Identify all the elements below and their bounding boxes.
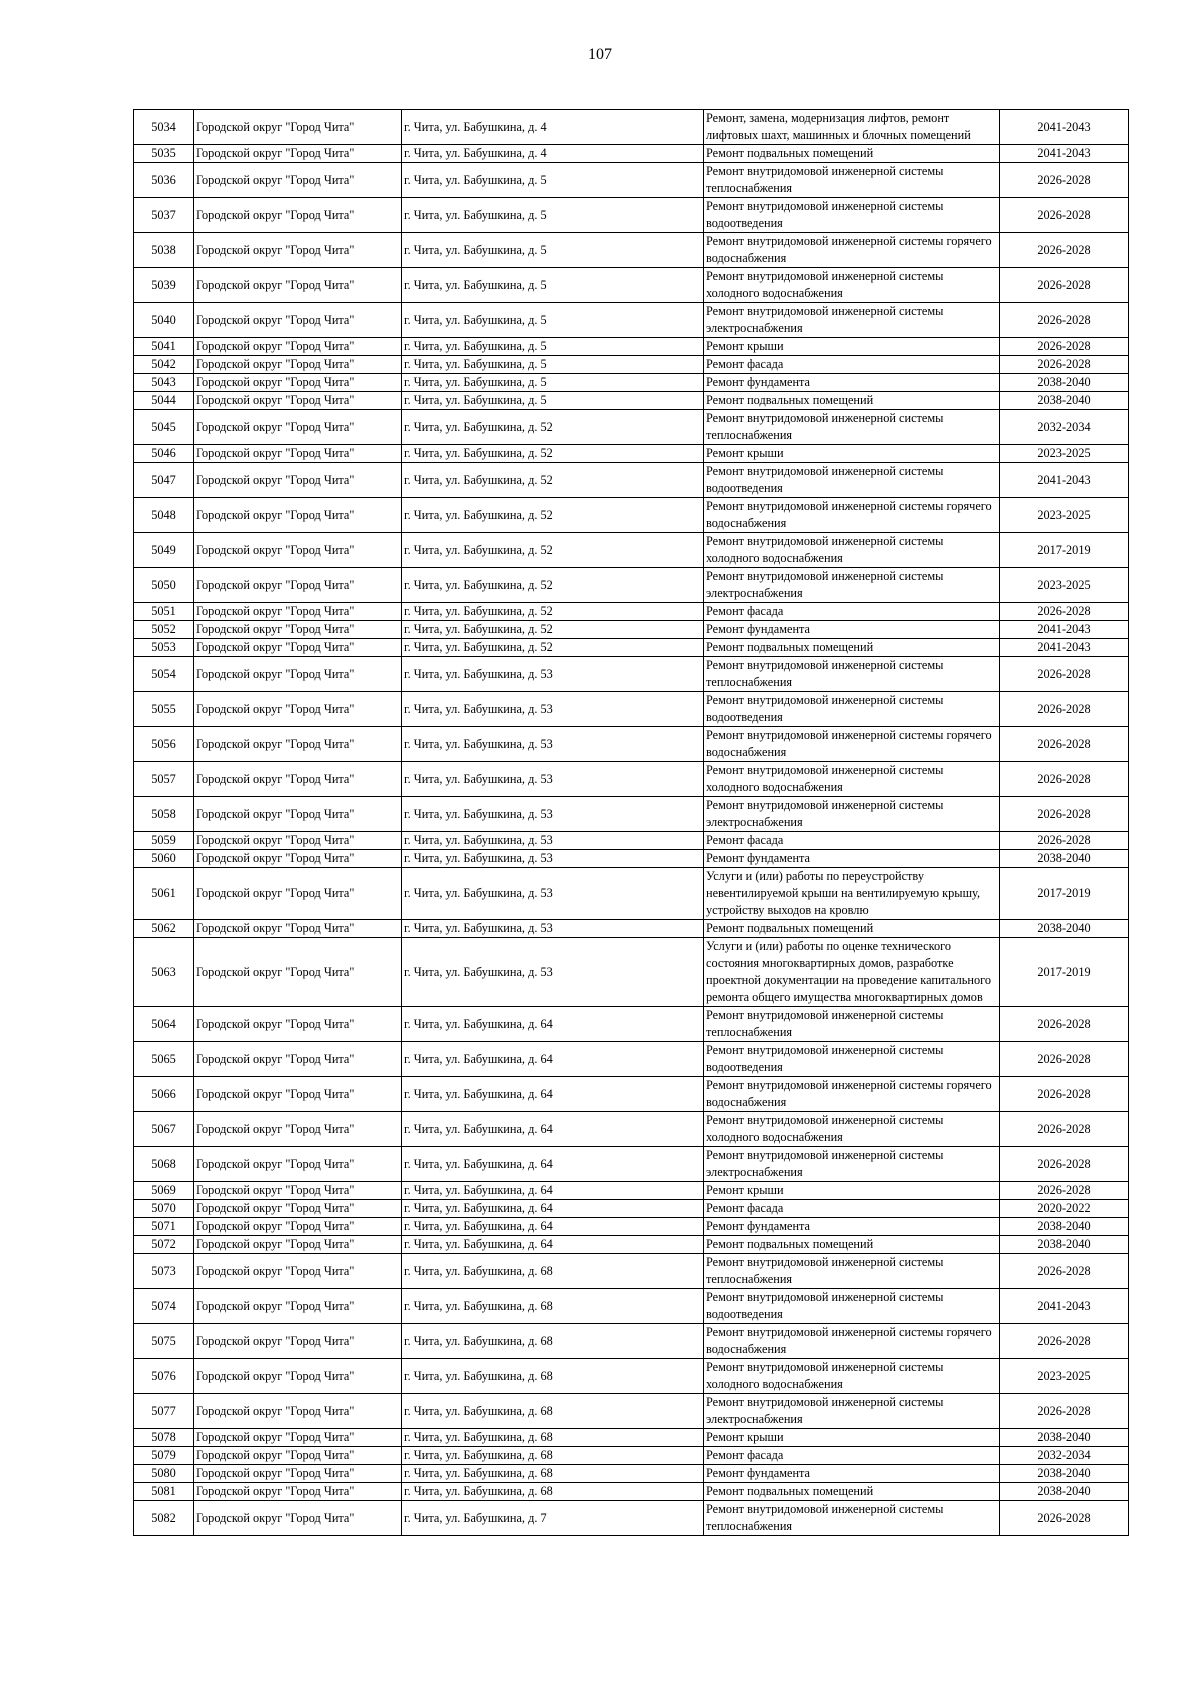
municipality-cell: Городской округ "Город Чита": [194, 1394, 402, 1429]
period-cell: 2038-2040: [1000, 850, 1129, 868]
row-number-cell: 5040: [134, 303, 194, 338]
row-number-cell: 5069: [134, 1182, 194, 1200]
municipality-cell: Городской округ "Город Чита": [194, 639, 402, 657]
period-cell: 2026-2028: [1000, 1324, 1129, 1359]
period-cell: 2026-2028: [1000, 692, 1129, 727]
address-cell: г. Чита, ул. Бабушкина, д. 68: [402, 1359, 704, 1394]
municipality-cell: Городской округ "Город Чита": [194, 498, 402, 533]
work-type-cell: Ремонт подвальных помещений: [704, 920, 1000, 938]
period-cell: 2038-2040: [1000, 392, 1129, 410]
address-cell: г. Чита, ул. Бабушкина, д. 7: [402, 1501, 704, 1536]
table-row: [134, 762, 1129, 797]
period-cell: 2026-2028: [1000, 603, 1129, 621]
municipality-cell: Городской округ "Город Чита": [194, 1483, 402, 1501]
period-cell: 2026-2028: [1000, 1254, 1129, 1289]
row-number-cell: 5072: [134, 1236, 194, 1254]
period-cell: 2038-2040: [1000, 374, 1129, 392]
period-cell: 2026-2028: [1000, 657, 1129, 692]
period-cell: 2026-2028: [1000, 1147, 1129, 1182]
address-cell: г. Чита, ул. Бабушкина, д. 52: [402, 410, 704, 445]
municipality-cell: Городской округ "Город Чита": [194, 1218, 402, 1236]
work-type-cell: Ремонт внутридомовой инженерной системы горячего водоснабжения: [704, 498, 1000, 533]
address-cell: г. Чита, ул. Бабушкина, д. 5: [402, 338, 704, 356]
address-cell: г. Чита, ул. Бабушкина, д. 53: [402, 692, 704, 727]
period-cell: 2026-2028: [1000, 832, 1129, 850]
row-number-cell: 5050: [134, 568, 194, 603]
municipality-cell: Городской округ "Город Чита": [194, 1236, 402, 1254]
period-cell: 2038-2040: [1000, 1483, 1129, 1501]
period-cell: 2038-2040: [1000, 1465, 1129, 1483]
address-cell: г. Чита, ул. Бабушкина, д. 53: [402, 832, 704, 850]
municipality-cell: Городской округ "Город Чита": [194, 268, 402, 303]
period-cell: 2017-2019: [1000, 533, 1129, 568]
table-row: [134, 1182, 1129, 1200]
row-number-cell: 5063: [134, 938, 194, 1007]
period-cell: 2017-2019: [1000, 938, 1129, 1007]
work-type-cell: Ремонт крыши: [704, 1429, 1000, 1447]
work-type-cell: Ремонт внутридомовой инженерной системы горячего водоснабжения: [704, 727, 1000, 762]
municipality-cell: Городской округ "Город Чита": [194, 621, 402, 639]
period-cell: 2026-2028: [1000, 198, 1129, 233]
table-row: [134, 498, 1129, 533]
municipality-cell: Городской округ "Город Чита": [194, 198, 402, 233]
table-row: [134, 657, 1129, 692]
row-number-cell: 5054: [134, 657, 194, 692]
work-type-cell: Ремонт внутридомовой инженерной системы электроснабжения: [704, 1147, 1000, 1182]
table-row: [134, 1289, 1129, 1324]
address-cell: г. Чита, ул. Бабушкина, д. 53: [402, 762, 704, 797]
table-row: [134, 1447, 1129, 1465]
work-type-cell: Ремонт внутридомовой инженерной системы теплоснабжения: [704, 657, 1000, 692]
row-number-cell: 5076: [134, 1359, 194, 1394]
work-type-cell: Ремонт фундамента: [704, 1218, 1000, 1236]
period-cell: 2026-2028: [1000, 268, 1129, 303]
period-cell: 2038-2040: [1000, 1429, 1129, 1447]
work-type-cell: Ремонт внутридомовой инженерной системы холодного водоснабжения: [704, 762, 1000, 797]
row-number-cell: 5045: [134, 410, 194, 445]
row-number-cell: 5043: [134, 374, 194, 392]
municipality-cell: Городской округ "Город Чита": [194, 1112, 402, 1147]
address-cell: г. Чита, ул. Бабушкина, д. 68: [402, 1324, 704, 1359]
table-row: [134, 1394, 1129, 1429]
row-number-cell: 5078: [134, 1429, 194, 1447]
period-cell: 2026-2028: [1000, 338, 1129, 356]
address-cell: г. Чита, ул. Бабушкина, д. 53: [402, 850, 704, 868]
table-row: [134, 938, 1129, 1007]
period-cell: 2038-2040: [1000, 920, 1129, 938]
address-cell: г. Чита, ул. Бабушкина, д. 52: [402, 603, 704, 621]
row-number-cell: 5034: [134, 110, 194, 145]
row-number-cell: 5062: [134, 920, 194, 938]
table-row: [134, 692, 1129, 727]
table-row: [134, 797, 1129, 832]
address-cell: г. Чита, ул. Бабушкина, д. 5: [402, 163, 704, 198]
table-row: [134, 445, 1129, 463]
municipality-cell: Городской округ "Город Чита": [194, 1200, 402, 1218]
period-cell: 2041-2043: [1000, 145, 1129, 163]
municipality-cell: Городской округ "Город Чита": [194, 938, 402, 1007]
period-cell: 2026-2028: [1000, 1501, 1129, 1536]
municipality-cell: Городской округ "Город Чита": [194, 338, 402, 356]
table-row: [134, 1007, 1129, 1042]
period-cell: 2041-2043: [1000, 463, 1129, 498]
row-number-cell: 5079: [134, 1447, 194, 1465]
table-row: [134, 621, 1129, 639]
period-cell: 2017-2019: [1000, 868, 1129, 920]
work-type-cell: Ремонт крыши: [704, 445, 1000, 463]
row-number-cell: 5064: [134, 1007, 194, 1042]
work-type-cell: Ремонт внутридомовой инженерной системы горячего водоснабжения: [704, 233, 1000, 268]
row-number-cell: 5067: [134, 1112, 194, 1147]
period-cell: 2026-2028: [1000, 303, 1129, 338]
address-cell: г. Чита, ул. Бабушкина, д. 64: [402, 1112, 704, 1147]
work-type-cell: Ремонт фундамента: [704, 621, 1000, 639]
table-row: [134, 603, 1129, 621]
row-number-cell: 5036: [134, 163, 194, 198]
period-cell: 2026-2028: [1000, 797, 1129, 832]
municipality-cell: Городской округ "Город Чита": [194, 568, 402, 603]
period-cell: 2026-2028: [1000, 233, 1129, 268]
row-number-cell: 5073: [134, 1254, 194, 1289]
address-cell: г. Чита, ул. Бабушкина, д. 52: [402, 639, 704, 657]
work-type-cell: Ремонт внутридомовой инженерной системы горячего водоснабжения: [704, 1324, 1000, 1359]
table-body: [134, 110, 1129, 1536]
table-row: [134, 868, 1129, 920]
work-type-cell: Ремонт внутридомовой инженерной системы теплоснабжения: [704, 1501, 1000, 1536]
work-type-cell: Ремонт внутридомовой инженерной системы холодного водоснабжения: [704, 268, 1000, 303]
municipality-cell: Городской округ "Город Чита": [194, 1447, 402, 1465]
period-cell: 2023-2025: [1000, 498, 1129, 533]
work-type-cell: Ремонт внутридомовой инженерной системы электроснабжения: [704, 568, 1000, 603]
period-cell: 2041-2043: [1000, 1289, 1129, 1324]
row-number-cell: 5070: [134, 1200, 194, 1218]
period-cell: 2026-2028: [1000, 1112, 1129, 1147]
work-type-cell: Ремонт фасада: [704, 603, 1000, 621]
row-number-cell: 5059: [134, 832, 194, 850]
table-row: [134, 1147, 1129, 1182]
table-row: [134, 1254, 1129, 1289]
table-row: [134, 1236, 1129, 1254]
address-cell: г. Чита, ул. Бабушкина, д. 53: [402, 868, 704, 920]
work-type-cell: Ремонт фасада: [704, 356, 1000, 374]
table-row: [134, 1359, 1129, 1394]
period-cell: 2026-2028: [1000, 1394, 1129, 1429]
municipality-cell: Городской округ "Город Чита": [194, 1182, 402, 1200]
row-number-cell: 5037: [134, 198, 194, 233]
period-cell: 2023-2025: [1000, 445, 1129, 463]
table-row: [134, 1324, 1129, 1359]
table-row: [134, 1429, 1129, 1447]
work-type-cell: Ремонт фундамента: [704, 374, 1000, 392]
work-type-cell: Ремонт внутридомовой инженерной системы теплоснабжения: [704, 1254, 1000, 1289]
row-number-cell: 5065: [134, 1042, 194, 1077]
municipality-cell: Городской округ "Город Чита": [194, 603, 402, 621]
row-number-cell: 5060: [134, 850, 194, 868]
work-type-cell: Ремонт фасада: [704, 1447, 1000, 1465]
address-cell: г. Чита, ул. Бабушкина, д. 5: [402, 198, 704, 233]
address-cell: г. Чита, ул. Бабушкина, д. 64: [402, 1200, 704, 1218]
table-row: [134, 163, 1129, 198]
address-cell: г. Чита, ул. Бабушкина, д. 5: [402, 356, 704, 374]
address-cell: г. Чита, ул. Бабушкина, д. 64: [402, 1236, 704, 1254]
row-number-cell: 5071: [134, 1218, 194, 1236]
period-cell: 2041-2043: [1000, 621, 1129, 639]
work-type-cell: Ремонт, замена, модернизация лифтов, ремонт лифтовых шахт, машинных и блочных помещений: [704, 110, 1000, 145]
municipality-cell: Городской округ "Город Чита": [194, 1465, 402, 1483]
row-number-cell: 5039: [134, 268, 194, 303]
row-number-cell: 5055: [134, 692, 194, 727]
table-row: [134, 568, 1129, 603]
table-row: [134, 832, 1129, 850]
table-row: [134, 268, 1129, 303]
table-row: [134, 727, 1129, 762]
row-number-cell: 5061: [134, 868, 194, 920]
municipality-cell: Городской округ "Город Чита": [194, 1429, 402, 1447]
municipality-cell: Городской округ "Город Чита": [194, 463, 402, 498]
row-number-cell: 5058: [134, 797, 194, 832]
municipality-cell: Городской округ "Город Чита": [194, 920, 402, 938]
row-number-cell: 5049: [134, 533, 194, 568]
period-cell: 2023-2025: [1000, 1359, 1129, 1394]
municipality-cell: Городской округ "Город Чита": [194, 1042, 402, 1077]
row-number-cell: 5053: [134, 639, 194, 657]
table-row: [134, 1465, 1129, 1483]
address-cell: г. Чита, ул. Бабушкина, д. 64: [402, 1077, 704, 1112]
work-type-cell: Ремонт подвальных помещений: [704, 392, 1000, 410]
row-number-cell: 5044: [134, 392, 194, 410]
municipality-cell: Городской округ "Город Чита": [194, 1007, 402, 1042]
table-row: [134, 145, 1129, 163]
table-row: [134, 1112, 1129, 1147]
period-cell: 2023-2025: [1000, 568, 1129, 603]
row-number-cell: 5038: [134, 233, 194, 268]
period-cell: 2026-2028: [1000, 356, 1129, 374]
table-row: [134, 1483, 1129, 1501]
municipality-cell: Городской округ "Город Чита": [194, 1254, 402, 1289]
work-type-cell: Ремонт внутридомовой инженерной системы горячего водоснабжения: [704, 1077, 1000, 1112]
municipality-cell: Городской округ "Город Чита": [194, 410, 402, 445]
municipality-cell: Городской округ "Город Чита": [194, 1077, 402, 1112]
table-row: [134, 533, 1129, 568]
municipality-cell: Городской округ "Город Чита": [194, 832, 402, 850]
row-number-cell: 5068: [134, 1147, 194, 1182]
address-cell: г. Чита, ул. Бабушкина, д. 4: [402, 145, 704, 163]
municipality-cell: Городской округ "Город Чита": [194, 797, 402, 832]
row-number-cell: 5082: [134, 1501, 194, 1536]
address-cell: г. Чита, ул. Бабушкина, д. 68: [402, 1394, 704, 1429]
address-cell: г. Чита, ул. Бабушкина, д. 53: [402, 727, 704, 762]
period-cell: 2038-2040: [1000, 1236, 1129, 1254]
period-cell: 2026-2028: [1000, 1077, 1129, 1112]
municipality-cell: Городской округ "Город Чита": [194, 233, 402, 268]
municipality-cell: Городской округ "Город Чита": [194, 533, 402, 568]
address-cell: г. Чита, ул. Бабушкина, д. 53: [402, 920, 704, 938]
table-row: [134, 233, 1129, 268]
work-type-cell: Ремонт подвальных помещений: [704, 145, 1000, 163]
address-cell: г. Чита, ул. Бабушкина, д. 52: [402, 463, 704, 498]
row-number-cell: 5066: [134, 1077, 194, 1112]
address-cell: г. Чита, ул. Бабушкина, д. 64: [402, 1042, 704, 1077]
municipality-cell: Городской округ "Город Чита": [194, 1289, 402, 1324]
row-number-cell: 5048: [134, 498, 194, 533]
municipality-cell: Городской округ "Город Чита": [194, 356, 402, 374]
table-row: [134, 338, 1129, 356]
period-cell: 2026-2028: [1000, 727, 1129, 762]
municipality-cell: Городской округ "Город Чита": [194, 657, 402, 692]
period-cell: 2041-2043: [1000, 110, 1129, 145]
work-type-cell: Ремонт внутридомовой инженерной системы водоотведения: [704, 463, 1000, 498]
work-type-cell: Услуги и (или) работы по переустройству невентилируемой крыши на вентилируемую крышу, устройству выходов на кровлю: [704, 868, 1000, 920]
table-row: [134, 1218, 1129, 1236]
table-row: [134, 463, 1129, 498]
work-type-cell: Ремонт внутридомовой инженерной системы водоотведения: [704, 198, 1000, 233]
municipality-cell: Городской округ "Город Чита": [194, 163, 402, 198]
period-cell: 2032-2034: [1000, 1447, 1129, 1465]
municipality-cell: Городской округ "Город Чита": [194, 727, 402, 762]
table-row: [134, 1501, 1129, 1536]
address-cell: г. Чита, ул. Бабушкина, д. 52: [402, 533, 704, 568]
address-cell: г. Чита, ул. Бабушкина, д. 5: [402, 392, 704, 410]
table-row: [134, 198, 1129, 233]
work-type-cell: Ремонт внутридомовой инженерной системы электроснабжения: [704, 1394, 1000, 1429]
row-number-cell: 5052: [134, 621, 194, 639]
address-cell: г. Чита, ул. Бабушкина, д. 68: [402, 1483, 704, 1501]
address-cell: г. Чита, ул. Бабушкина, д. 64: [402, 1182, 704, 1200]
row-number-cell: 5056: [134, 727, 194, 762]
work-type-cell: Ремонт внутридомовой инженерной системы теплоснабжения: [704, 1007, 1000, 1042]
municipality-cell: Городской округ "Город Чита": [194, 692, 402, 727]
address-cell: г. Чита, ул. Бабушкина, д. 4: [402, 110, 704, 145]
table-row: [134, 410, 1129, 445]
row-number-cell: 5077: [134, 1394, 194, 1429]
municipality-cell: Городской округ "Город Чита": [194, 303, 402, 338]
work-type-cell: Ремонт внутридомовой инженерной системы холодного водоснабжения: [704, 1112, 1000, 1147]
period-cell: 2026-2028: [1000, 163, 1129, 198]
row-number-cell: 5080: [134, 1465, 194, 1483]
address-cell: г. Чита, ул. Бабушкина, д. 52: [402, 445, 704, 463]
work-type-cell: Ремонт крыши: [704, 338, 1000, 356]
table-row: [134, 356, 1129, 374]
row-number-cell: 5035: [134, 145, 194, 163]
row-number-cell: 5042: [134, 356, 194, 374]
table-row: [134, 374, 1129, 392]
table-row: [134, 1200, 1129, 1218]
table-row: [134, 639, 1129, 657]
address-cell: г. Чита, ул. Бабушкина, д. 64: [402, 1007, 704, 1042]
address-cell: г. Чита, ул. Бабушкина, д. 52: [402, 498, 704, 533]
work-type-cell: Ремонт внутридомовой инженерной системы электроснабжения: [704, 303, 1000, 338]
work-type-cell: Ремонт внутридомовой инженерной системы холодного водоснабжения: [704, 1359, 1000, 1394]
address-cell: г. Чита, ул. Бабушкина, д. 68: [402, 1465, 704, 1483]
address-cell: г. Чита, ул. Бабушкина, д. 52: [402, 568, 704, 603]
municipality-cell: Городской округ "Город Чита": [194, 1324, 402, 1359]
work-type-cell: Ремонт подвальных помещений: [704, 1483, 1000, 1501]
period-cell: 2026-2028: [1000, 1042, 1129, 1077]
period-cell: 2026-2028: [1000, 1182, 1129, 1200]
period-cell: 2032-2034: [1000, 410, 1129, 445]
table-row: [134, 1042, 1129, 1077]
municipality-cell: Городской округ "Город Чита": [194, 392, 402, 410]
address-cell: г. Чита, ул. Бабушкина, д. 53: [402, 797, 704, 832]
table-row: [134, 303, 1129, 338]
table-row: [134, 392, 1129, 410]
address-cell: г. Чита, ул. Бабушкина, д. 5: [402, 303, 704, 338]
address-cell: г. Чита, ул. Бабушкина, д. 52: [402, 621, 704, 639]
table-row: [134, 1077, 1129, 1112]
address-cell: г. Чита, ул. Бабушкина, д. 53: [402, 938, 704, 1007]
municipality-cell: Городской округ "Город Чита": [194, 850, 402, 868]
municipality-cell: Городской округ "Город Чита": [194, 445, 402, 463]
table-row: [134, 110, 1129, 145]
row-number-cell: 5046: [134, 445, 194, 463]
work-type-cell: Ремонт фундамента: [704, 1465, 1000, 1483]
address-cell: г. Чита, ул. Бабушкина, д. 53: [402, 657, 704, 692]
period-cell: 2026-2028: [1000, 1007, 1129, 1042]
row-number-cell: 5051: [134, 603, 194, 621]
work-type-cell: Ремонт внутридомовой инженерной системы холодного водоснабжения: [704, 533, 1000, 568]
work-type-cell: Ремонт фасада: [704, 832, 1000, 850]
table-row: [134, 850, 1129, 868]
municipality-cell: Городской округ "Город Чита": [194, 374, 402, 392]
address-cell: г. Чита, ул. Бабушкина, д. 68: [402, 1429, 704, 1447]
address-cell: г. Чита, ул. Бабушкина, д. 5: [402, 233, 704, 268]
work-type-cell: Ремонт внутридомовой инженерной системы теплоснабжения: [704, 410, 1000, 445]
row-number-cell: 5075: [134, 1324, 194, 1359]
address-cell: г. Чита, ул. Бабушкина, д. 64: [402, 1147, 704, 1182]
period-cell: 2020-2022: [1000, 1200, 1129, 1218]
row-number-cell: 5074: [134, 1289, 194, 1324]
period-cell: 2038-2040: [1000, 1218, 1129, 1236]
work-type-cell: Ремонт подвальных помещений: [704, 639, 1000, 657]
table-row: [134, 920, 1129, 938]
municipality-cell: Городской округ "Город Чита": [194, 145, 402, 163]
municipality-cell: Городской округ "Город Чита": [194, 110, 402, 145]
work-type-cell: Ремонт внутридомовой инженерной системы водоотведения: [704, 692, 1000, 727]
row-number-cell: 5057: [134, 762, 194, 797]
municipality-cell: Городской округ "Город Чита": [194, 1501, 402, 1536]
address-cell: г. Чита, ул. Бабушкина, д. 5: [402, 268, 704, 303]
work-type-cell: Ремонт фундамента: [704, 850, 1000, 868]
municipality-cell: Городской округ "Город Чита": [194, 1359, 402, 1394]
page-number: 107: [588, 46, 612, 63]
work-type-cell: Услуги и (или) работы по оценке технического состояния многоквартирных домов, разработке проектной документации на проведение капитального ремонта общего имущества многоквартирных домов: [704, 938, 1000, 1007]
address-cell: г. Чита, ул. Бабушкина, д. 68: [402, 1447, 704, 1465]
address-cell: г. Чита, ул. Бабушкина, д. 64: [402, 1218, 704, 1236]
repair-schedule-table: [133, 109, 1129, 1536]
address-cell: г. Чита, ул. Бабушкина, д. 5: [402, 374, 704, 392]
row-number-cell: 5041: [134, 338, 194, 356]
municipality-cell: Городской округ "Город Чита": [194, 762, 402, 797]
address-cell: г. Чита, ул. Бабушкина, д. 68: [402, 1289, 704, 1324]
work-type-cell: Ремонт внутридомовой инженерной системы водоотведения: [704, 1289, 1000, 1324]
row-number-cell: 5047: [134, 463, 194, 498]
work-type-cell: Ремонт внутридомовой инженерной системы теплоснабжения: [704, 163, 1000, 198]
municipality-cell: Городской округ "Город Чита": [194, 1147, 402, 1182]
work-type-cell: Ремонт внутридомовой инженерной системы электроснабжения: [704, 797, 1000, 832]
work-type-cell: Ремонт подвальных помещений: [704, 1236, 1000, 1254]
work-type-cell: Ремонт внутридомовой инженерной системы водоотведения: [704, 1042, 1000, 1077]
row-number-cell: 5081: [134, 1483, 194, 1501]
work-type-cell: Ремонт фасада: [704, 1200, 1000, 1218]
municipality-cell: Городской округ "Город Чита": [194, 868, 402, 920]
period-cell: 2041-2043: [1000, 639, 1129, 657]
address-cell: г. Чита, ул. Бабушкина, д. 68: [402, 1254, 704, 1289]
work-type-cell: Ремонт крыши: [704, 1182, 1000, 1200]
period-cell: 2026-2028: [1000, 762, 1129, 797]
